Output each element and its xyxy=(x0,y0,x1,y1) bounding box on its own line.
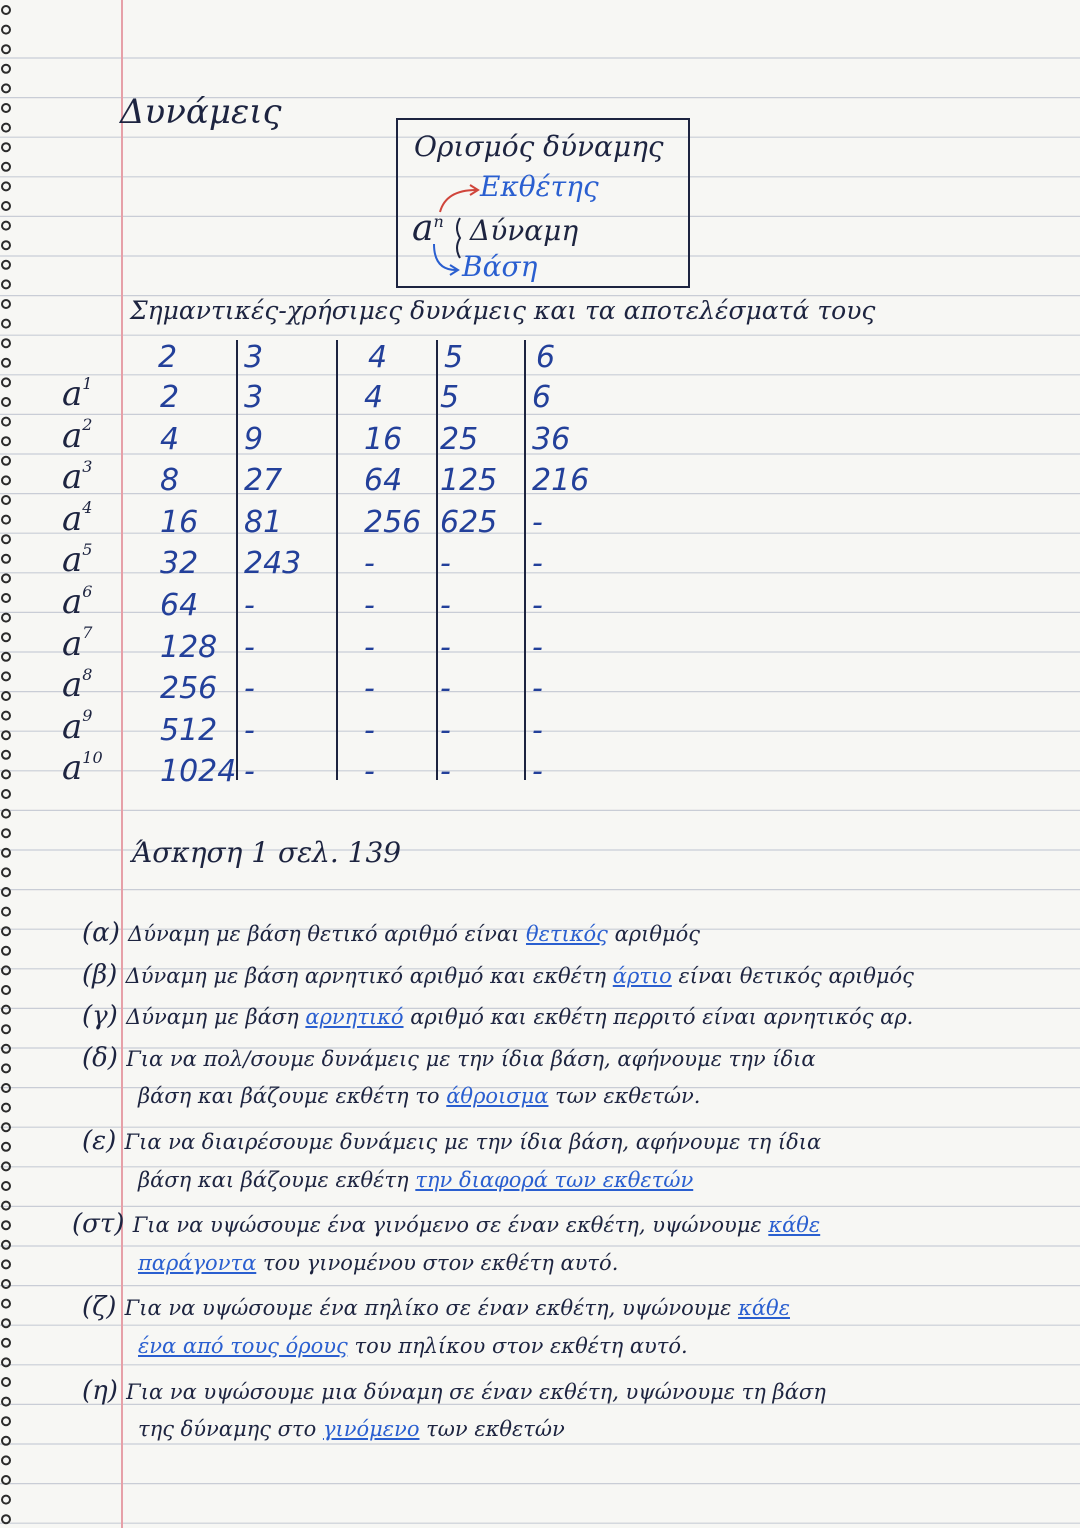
exercise-label: (η) xyxy=(82,1375,127,1406)
table-cell: 9 xyxy=(244,421,264,457)
exponent-label: Εκθέτης xyxy=(480,170,599,203)
table-cell: 2 xyxy=(160,380,180,415)
exercise-item-continuation xyxy=(138,1251,618,1275)
row-label: $a^2$ xyxy=(62,415,93,456)
row-label: $a^3$ xyxy=(62,456,93,498)
exercise-item-continuation xyxy=(138,1084,700,1108)
table-cell: - xyxy=(364,712,375,748)
table-cell: - xyxy=(532,754,543,790)
table-cell: 32 xyxy=(160,546,199,582)
highlighted-text: παράγοντα xyxy=(138,1250,257,1275)
table-cell: 216 xyxy=(532,463,590,499)
row-label: $a^7$ xyxy=(62,623,93,664)
exercise-text: του γινομένου στον εκθέτη αυτό. xyxy=(256,1250,619,1275)
exercise-item xyxy=(72,1209,820,1239)
table-cell: - xyxy=(364,671,375,707)
exercise-item-continuation xyxy=(138,1334,688,1358)
table-cell: - xyxy=(532,712,543,748)
table-cell: - xyxy=(244,754,255,790)
table-cell: - xyxy=(532,671,543,707)
exercise-text: των εκθετών xyxy=(419,1417,565,1442)
table-cell: 625 xyxy=(440,504,498,540)
table-header: 5 xyxy=(444,340,464,375)
table-cell: - xyxy=(440,546,451,582)
highlighted-text: άθροισμα xyxy=(446,1084,549,1109)
table-cell: - xyxy=(532,504,543,540)
row-label: $a^4$ xyxy=(62,498,93,539)
power-label: Δύναμη xyxy=(470,214,579,247)
table-cell: 36 xyxy=(532,421,571,457)
table-title: Σημαντικές-χρήσιμες δυνάμεις και τα αποτελέσματά τους xyxy=(130,296,876,325)
table-cell: 4 xyxy=(364,380,384,415)
table-cell: - xyxy=(440,671,451,707)
table-cell: 16 xyxy=(160,504,199,540)
table-cell: 81 xyxy=(244,504,283,540)
table-cell: - xyxy=(364,629,375,665)
table-cell: - xyxy=(364,754,375,790)
row-label: $a^5$ xyxy=(62,540,93,581)
table-cell: - xyxy=(244,712,255,748)
exercise-text: βάση και βάζουμε εκθέτη xyxy=(138,1167,416,1192)
table-header: 2 xyxy=(158,340,178,375)
table-cell: - xyxy=(532,629,543,665)
table-cell: - xyxy=(440,629,451,665)
table-header: 4 xyxy=(368,340,388,375)
exercise-label: (ε) xyxy=(82,1126,125,1156)
page-title: Δυνάμεις xyxy=(120,92,282,132)
highlighted-text: την διαφορά των εκθετών xyxy=(415,1167,694,1192)
table-cell: 25 xyxy=(440,421,479,457)
exercise-label: (δ) xyxy=(82,1042,127,1073)
table-divider xyxy=(236,340,238,780)
table-cell: 8 xyxy=(160,463,180,499)
exercise-text: αριθμός xyxy=(607,922,701,946)
table-cell: - xyxy=(364,588,375,623)
table-cell: 64 xyxy=(160,588,199,623)
table-cell: 64 xyxy=(364,463,403,499)
exercise-text: είναι θετικός αριθμός xyxy=(671,963,914,988)
exercise-text: αριθμό και εκθέτη περριτό είναι αρνητικός αρ. xyxy=(403,1005,914,1030)
highlighted-text: ένα από τους όρους xyxy=(138,1334,348,1358)
row-label: $a^{10}$ xyxy=(62,748,103,789)
table-cell: 512 xyxy=(160,712,218,748)
exercise-text: Για να υψώσουμε μια δύναμη σε έναν εκθέτη, υψώνουμε τη βάση xyxy=(126,1379,826,1404)
table-cell: 125 xyxy=(440,463,498,499)
table-cell: - xyxy=(532,546,543,582)
definition-title: Ορισμός δύναμης xyxy=(414,130,664,163)
table-cell: 1024 xyxy=(160,754,237,790)
exercise-text: βάση και βάζουμε εκθέτη το xyxy=(138,1084,447,1109)
exercise-item xyxy=(82,1043,816,1073)
highlighted-text: κάθε xyxy=(768,1213,821,1238)
table-cell: - xyxy=(244,588,255,623)
exercise-text: Για να υψώσουμε ένα γινόμενο σε έναν εκθέτη, υψώνουμε xyxy=(132,1213,769,1238)
exercise-text: Για να υψώσουμε ένα πηλίκο σε έναν εκθέτη, υψώνουμε xyxy=(124,1296,739,1321)
exercise-label: (α) xyxy=(82,918,129,948)
table-cell: 3 xyxy=(244,380,264,415)
exercise-item xyxy=(82,960,914,990)
exercise-text: του πηλίκου στον εκθέτη αυτό. xyxy=(347,1334,688,1358)
exercise-label: (ζ) xyxy=(82,1292,125,1323)
table-divider xyxy=(436,340,438,780)
highlighted-text: κάθε xyxy=(738,1296,790,1321)
table-divider xyxy=(524,340,526,780)
definition-box xyxy=(396,118,690,288)
highlighted-text: άρτιο xyxy=(612,963,672,988)
table-header: 3 xyxy=(244,340,264,375)
row-label: $a^6$ xyxy=(62,581,93,622)
exercise-item xyxy=(82,1292,790,1322)
row-label: $a^9$ xyxy=(62,706,93,747)
exercise-item xyxy=(82,1126,821,1156)
exercise-text: Δύναμη με βάση xyxy=(126,1005,306,1030)
table-cell: - xyxy=(532,588,543,623)
exercise-label: (β) xyxy=(82,959,126,990)
row-label: $a^1$ xyxy=(62,373,93,414)
exercise-text: της δύναμης στο xyxy=(138,1417,323,1442)
table-cell: - xyxy=(440,754,451,790)
table-cell: - xyxy=(364,546,375,582)
exercise-text: Δύναμη με βάση θετικό αριθμό είναι xyxy=(128,922,526,946)
highlighted-text: θετικός xyxy=(525,922,608,946)
highlighted-text: γινόμενο xyxy=(322,1417,420,1442)
definition-symbol: $a^n$ xyxy=(412,208,444,249)
table-cell: 256 xyxy=(160,671,218,707)
exercise-text: των εκθετών. xyxy=(548,1084,701,1109)
exercise-item xyxy=(82,1001,913,1031)
table-header: 6 xyxy=(536,340,556,375)
table-cell: 27 xyxy=(244,463,283,499)
exercise-item xyxy=(82,1376,826,1406)
table-cell: 6 xyxy=(532,380,552,415)
table-divider xyxy=(336,340,338,780)
highlighted-text: αρνητικό xyxy=(305,1005,404,1030)
table-cell: 16 xyxy=(364,421,403,457)
definition-arrows xyxy=(398,120,688,286)
exercise-label: (στ) xyxy=(72,1209,133,1240)
exercise-text: Για να διαιρέσουμε δυνάμεις με την ίδια βάση, αφήνουμε τη ίδια xyxy=(124,1130,822,1154)
table-cell: 128 xyxy=(160,629,218,665)
exercise-label: (γ) xyxy=(82,1001,127,1032)
table-cell: 5 xyxy=(440,380,460,415)
exercise-item-continuation xyxy=(138,1168,693,1192)
table-cell: 243 xyxy=(244,546,302,582)
exercise-item xyxy=(82,918,700,948)
table-cell: - xyxy=(244,671,255,707)
exercise-text: Δύναμη με βάση αρνητικό αριθμό και εκθέτη xyxy=(125,963,613,988)
exercise-item-continuation xyxy=(138,1417,565,1441)
table-cell: - xyxy=(440,712,451,748)
table-cell: 256 xyxy=(364,504,422,540)
row-label: $a^8$ xyxy=(62,664,93,706)
table-cell: - xyxy=(244,629,255,665)
exercise-title: Άσκηση 1 σελ. 139 xyxy=(132,836,402,869)
exercise-text: Για να πολ/σουμε δυνάμεις με την ίδια βάση, αφήνουμε την ίδια xyxy=(126,1046,816,1071)
base-label: Βάση xyxy=(462,250,538,283)
table-cell: 4 xyxy=(160,421,180,457)
table-cell: - xyxy=(440,588,451,623)
